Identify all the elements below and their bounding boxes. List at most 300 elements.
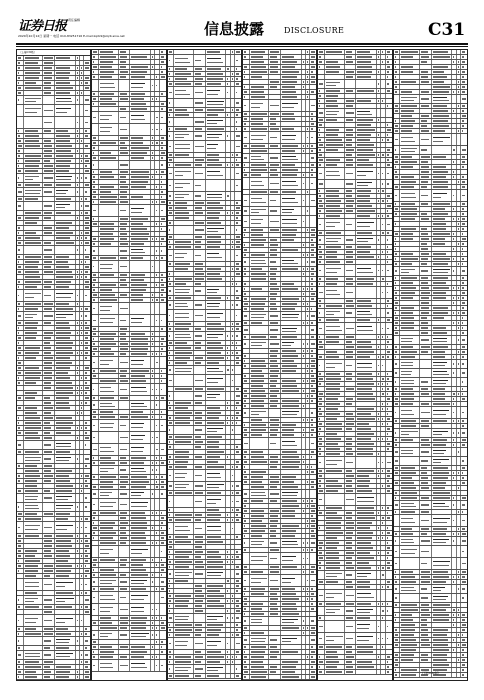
cell-text-line xyxy=(85,177,86,178)
table-cell xyxy=(310,238,316,242)
cell-text-line xyxy=(56,232,73,233)
table-cell xyxy=(92,288,99,292)
cell-text-line xyxy=(251,169,267,170)
table-cell xyxy=(160,655,166,659)
table-cell xyxy=(194,118,206,126)
cell-text-line xyxy=(161,588,165,589)
cell-text-line xyxy=(236,461,239,462)
cell-text-line xyxy=(44,303,52,304)
table-cell xyxy=(55,270,76,274)
table-cell xyxy=(206,267,227,271)
cell-text-line xyxy=(77,184,78,185)
cell-text-line xyxy=(93,243,94,244)
cell-text-line xyxy=(44,362,52,363)
cell-text-line xyxy=(169,283,172,284)
table-cell xyxy=(206,245,227,249)
cell-text-line xyxy=(120,343,128,344)
table-cell xyxy=(250,238,270,242)
cell-text-line xyxy=(161,641,163,642)
table-cell xyxy=(99,485,119,489)
table-cell xyxy=(194,72,206,76)
cell-text-line xyxy=(120,622,128,623)
table-cell xyxy=(84,211,90,215)
table-cell xyxy=(99,161,119,169)
table-cell xyxy=(310,127,316,131)
cell-text-line xyxy=(161,651,163,652)
cell-text-line xyxy=(18,513,22,514)
table-cell xyxy=(92,70,99,74)
table-cell xyxy=(119,60,131,64)
cell-text-line xyxy=(56,628,68,629)
table-cell xyxy=(55,290,76,301)
cell-text-line xyxy=(236,128,237,129)
table-cell xyxy=(235,570,241,578)
cell-text-line xyxy=(131,338,148,339)
cell-text-line xyxy=(131,119,145,120)
cell-text-line xyxy=(195,83,202,84)
cell-text-line xyxy=(282,86,294,87)
table-cell xyxy=(168,332,175,340)
cell-text-line xyxy=(169,263,171,264)
cell-text-line xyxy=(85,432,87,433)
table-cell xyxy=(269,243,281,247)
table-cell xyxy=(206,633,227,637)
cell-text-line xyxy=(93,634,95,635)
table-cell xyxy=(24,411,44,415)
cell-text-line xyxy=(25,570,38,571)
table-cell xyxy=(43,670,55,674)
table-cell xyxy=(92,146,99,150)
cell-text-line xyxy=(25,308,39,309)
table-cell xyxy=(84,216,90,220)
cell-text-line xyxy=(244,157,247,158)
cell-text-line xyxy=(207,253,220,255)
cell-text-line xyxy=(25,525,40,526)
table-cell xyxy=(43,484,55,488)
cell-text-line xyxy=(85,160,88,161)
cell-text-line xyxy=(161,181,162,182)
cell-text-line xyxy=(307,261,308,262)
table-cell xyxy=(130,357,151,368)
table-cell xyxy=(243,272,250,276)
cell-text-line xyxy=(93,71,94,72)
cell-text-line xyxy=(244,268,246,269)
cell-text-line xyxy=(251,219,264,220)
cell-text-line xyxy=(169,154,172,155)
table-cell xyxy=(99,568,119,572)
cell-text-line xyxy=(131,651,146,652)
table-cell xyxy=(281,100,302,111)
table-cell xyxy=(194,82,206,86)
table-cell xyxy=(17,627,24,631)
table-cell xyxy=(119,217,131,221)
table-cell xyxy=(235,366,241,374)
cell-text-line xyxy=(56,293,73,295)
table-cell xyxy=(119,645,131,649)
table-cell xyxy=(24,351,44,355)
cell-text-line xyxy=(25,237,40,238)
cell-text-line xyxy=(93,157,95,158)
cell-text-line xyxy=(25,582,40,583)
cell-text-line xyxy=(120,449,127,450)
table-cell xyxy=(99,466,119,474)
table-cell xyxy=(160,541,166,545)
table-cell xyxy=(119,80,131,91)
table-cell xyxy=(168,240,175,244)
table-cell xyxy=(310,163,316,167)
cell-text-line xyxy=(175,83,191,84)
table-cell xyxy=(119,124,131,135)
table-cell xyxy=(84,670,90,674)
table-cell xyxy=(269,70,281,74)
cell-text-line xyxy=(18,480,20,481)
table-cell xyxy=(24,312,44,320)
table-cell xyxy=(160,293,166,297)
table-cell xyxy=(24,56,44,60)
table-cell xyxy=(55,351,76,355)
table-cell xyxy=(84,366,90,370)
cell-text-line xyxy=(81,377,82,378)
cell-text-line xyxy=(100,171,112,172)
table-cell xyxy=(17,285,24,289)
table-cell xyxy=(168,599,175,603)
cell-text-line xyxy=(56,485,73,486)
table-cell xyxy=(17,646,24,650)
cell-text-line xyxy=(175,283,186,284)
table-cell xyxy=(250,297,270,301)
cell-text-line xyxy=(100,268,112,269)
table-cell xyxy=(17,356,24,360)
table-cell xyxy=(24,280,44,284)
table-cell xyxy=(194,496,206,507)
cell-text-line xyxy=(25,108,41,109)
table-cell xyxy=(130,303,151,314)
table-cell xyxy=(55,105,76,116)
table-cell xyxy=(168,465,175,469)
cell-text-line xyxy=(207,378,223,380)
table-cell xyxy=(84,174,90,182)
table-cell xyxy=(235,535,241,539)
table-cell xyxy=(206,545,227,549)
cell-text-line xyxy=(100,559,115,560)
table-cell xyxy=(99,660,119,671)
cell-text-line xyxy=(25,417,40,418)
cell-text-line xyxy=(236,102,239,103)
table-cell xyxy=(168,216,175,220)
table-cell xyxy=(99,526,119,530)
table-cell xyxy=(281,243,302,247)
cell-text-line xyxy=(175,436,191,437)
table-cell xyxy=(243,292,250,296)
table-cell xyxy=(43,216,55,220)
cell-text-line xyxy=(236,342,237,343)
table-cell xyxy=(206,628,227,632)
table-cell xyxy=(194,550,206,554)
cell-text-line xyxy=(44,475,53,476)
table-cell xyxy=(119,70,131,74)
cell-text-line xyxy=(195,566,204,567)
table-cell xyxy=(310,248,316,252)
cell-text-line xyxy=(175,417,190,418)
table-cell xyxy=(174,545,194,549)
cell-text-line xyxy=(44,308,52,309)
table-cell xyxy=(17,260,24,264)
table-cell xyxy=(119,461,131,465)
table-cell xyxy=(174,655,194,659)
cell-text-line xyxy=(207,514,221,515)
table-cell xyxy=(43,76,55,80)
cell-text-line xyxy=(207,541,224,542)
cell-text-line xyxy=(56,496,72,498)
cell-text-line xyxy=(207,600,220,601)
cell-text-line xyxy=(175,207,187,208)
table-cell xyxy=(55,469,76,473)
table-cell xyxy=(55,255,76,259)
table-cell xyxy=(235,560,241,564)
table-cell xyxy=(206,87,227,98)
cell-text-line xyxy=(25,367,39,368)
cell-text-line xyxy=(77,640,78,641)
cell-text-line xyxy=(152,176,153,177)
table-cell xyxy=(55,441,76,449)
table-cell xyxy=(43,134,55,138)
cell-text-line xyxy=(244,221,247,222)
cell-text-line xyxy=(236,83,239,84)
table-row xyxy=(17,455,90,464)
cell-text-line xyxy=(25,666,42,667)
table-cell xyxy=(174,127,194,131)
cell-text-line xyxy=(85,497,87,498)
table-cell xyxy=(24,91,44,95)
table-cell xyxy=(55,396,76,400)
table-cell xyxy=(24,522,44,533)
cell-text-line xyxy=(56,362,72,363)
cell-text-line xyxy=(175,217,188,218)
table-cell xyxy=(119,660,131,671)
table-cell xyxy=(194,535,206,539)
cell-text-line xyxy=(25,101,37,102)
cell-text-line xyxy=(44,170,52,171)
cell-text-line xyxy=(195,109,203,110)
cell-text-line xyxy=(282,174,297,175)
cell-text-line xyxy=(25,165,40,166)
table-cell xyxy=(174,55,194,66)
table-cell xyxy=(84,450,90,454)
cell-text-line xyxy=(131,115,144,117)
cell-text-line xyxy=(77,99,78,100)
cell-text-line xyxy=(100,387,111,388)
table-cell xyxy=(92,456,99,460)
cell-text-line xyxy=(44,184,52,185)
table-cell xyxy=(17,610,24,614)
cell-text-line xyxy=(18,170,21,171)
cell-text-line xyxy=(207,123,218,124)
table-cell xyxy=(168,250,175,261)
cell-text-line xyxy=(251,317,265,318)
table-cell xyxy=(235,262,241,266)
table-cell xyxy=(130,546,151,557)
table-cell xyxy=(160,288,166,292)
cell-text-line xyxy=(282,76,296,77)
table-cell xyxy=(119,156,131,160)
cell-text-line xyxy=(207,431,217,432)
cell-text-line xyxy=(44,647,50,648)
cell-text-line xyxy=(169,114,170,115)
table-cell xyxy=(43,376,55,380)
cell-text-line xyxy=(169,407,172,408)
table-cell xyxy=(235,361,241,365)
cell-text-line xyxy=(175,484,189,485)
cell-text-line xyxy=(307,76,308,77)
table-cell xyxy=(174,77,194,81)
table-cell xyxy=(43,651,55,659)
table-cell xyxy=(281,117,302,121)
cell-text-line xyxy=(81,92,82,93)
cell-text-line xyxy=(270,66,278,67)
cell-text-line xyxy=(236,357,239,358)
table-cell xyxy=(119,55,131,59)
table-cell xyxy=(17,346,24,350)
table-cell xyxy=(130,521,151,525)
table-cell xyxy=(235,226,241,234)
cell-text-line xyxy=(169,273,170,274)
cell-text-line xyxy=(232,109,233,110)
cell-text-line xyxy=(18,150,20,151)
cell-text-line xyxy=(207,551,219,552)
cell-text-line xyxy=(56,242,74,243)
table-cell xyxy=(119,161,131,169)
table-cell xyxy=(17,321,24,325)
table-cell xyxy=(168,416,175,420)
table-cell xyxy=(55,381,76,385)
table-cell xyxy=(92,337,99,341)
table-cell xyxy=(269,60,281,64)
table-cell xyxy=(99,352,119,356)
table-cell xyxy=(160,273,166,277)
table-cell xyxy=(174,250,194,261)
table-cell xyxy=(160,205,166,216)
cell-text-line xyxy=(131,517,146,518)
table-cell xyxy=(92,247,99,255)
cell-text-line xyxy=(56,222,72,223)
table-cell xyxy=(206,614,227,622)
cell-text-line xyxy=(195,651,201,652)
table-cell xyxy=(84,188,90,196)
table-cell xyxy=(43,489,55,493)
table-row xyxy=(243,326,316,335)
cell-text-line xyxy=(156,257,157,258)
cell-text-line xyxy=(232,528,233,529)
cell-text-line xyxy=(81,72,82,73)
cell-text-line xyxy=(169,629,171,630)
table-cell xyxy=(99,592,119,603)
cell-text-line xyxy=(77,67,78,68)
table-cell xyxy=(99,379,119,383)
table-cell xyxy=(168,127,175,131)
cell-text-line xyxy=(25,565,39,566)
cell-text-line xyxy=(44,606,52,607)
table-cell xyxy=(206,327,227,331)
cell-text-line xyxy=(195,668,203,669)
table-cell xyxy=(99,156,119,160)
cell-text-line xyxy=(282,185,298,186)
cell-text-line xyxy=(120,462,128,463)
table-cell xyxy=(160,332,166,336)
cell-text-line xyxy=(169,102,170,103)
table-cell xyxy=(55,549,76,553)
table-cell xyxy=(160,347,166,351)
table-cell xyxy=(269,312,281,320)
cell-text-line xyxy=(81,475,82,476)
table-cell xyxy=(99,626,119,630)
table-cell xyxy=(310,122,316,126)
cell-text-line xyxy=(18,427,20,428)
table-cell xyxy=(168,245,175,249)
cell-text-line xyxy=(270,174,278,175)
cell-text-line xyxy=(236,154,238,155)
cell-text-line xyxy=(236,573,238,574)
table-cell xyxy=(206,310,227,321)
table-cell xyxy=(84,270,90,274)
table-row xyxy=(92,303,165,315)
cell-text-line xyxy=(44,599,51,600)
cell-text-line xyxy=(120,51,126,52)
cell-text-line xyxy=(131,66,148,67)
table-cell xyxy=(55,366,76,370)
table-cell xyxy=(160,136,166,140)
table-cell xyxy=(84,321,90,325)
cell-text-line xyxy=(81,527,82,528)
table-cell xyxy=(99,180,119,184)
table-row xyxy=(17,579,90,591)
table-cell xyxy=(168,638,175,649)
cell-text-line xyxy=(85,382,86,383)
cell-text-line xyxy=(161,617,162,618)
table-cell xyxy=(84,56,90,60)
cell-text-line xyxy=(169,422,172,423)
table-cell xyxy=(250,287,270,291)
cell-text-line xyxy=(236,600,239,601)
cell-text-line xyxy=(85,377,86,378)
table-cell xyxy=(99,546,119,557)
table-cell xyxy=(43,431,55,435)
cell-text-line xyxy=(25,314,38,315)
cell-text-line xyxy=(251,164,266,165)
cell-text-line xyxy=(100,651,114,652)
cell-text-line xyxy=(270,164,279,165)
table-cell xyxy=(99,444,119,455)
cell-text-line xyxy=(85,545,88,546)
cell-text-line xyxy=(161,289,164,290)
cell-text-line xyxy=(56,451,70,452)
cell-text-line xyxy=(85,654,88,655)
table-cell xyxy=(92,112,99,123)
table-cell xyxy=(119,563,131,567)
table-cell xyxy=(160,141,166,145)
table-cell xyxy=(310,272,316,276)
table-cell xyxy=(194,153,206,157)
cell-text-line xyxy=(311,298,314,299)
table-cell xyxy=(55,361,76,365)
table-cell xyxy=(43,596,55,604)
table-cell xyxy=(281,55,302,59)
cell-text-line xyxy=(282,107,294,108)
table-cell xyxy=(24,646,44,650)
cell-text-line xyxy=(251,308,265,309)
cell-text-line xyxy=(282,234,296,235)
table-cell xyxy=(92,170,99,174)
table-cell xyxy=(194,460,206,464)
